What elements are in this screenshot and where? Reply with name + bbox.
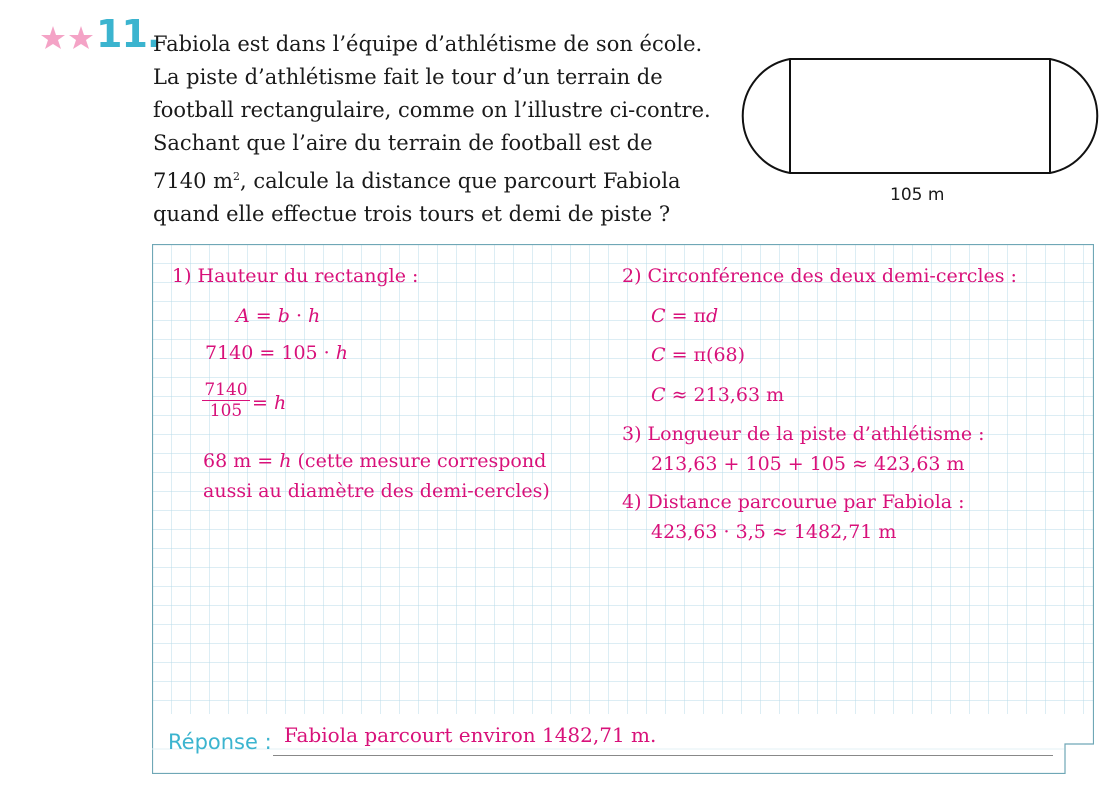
step2-substitution (651, 344, 745, 366)
var-b: b (277, 305, 290, 327)
star-icon (41, 26, 65, 49)
var-h: h (279, 450, 292, 472)
step1-result-line2: aussi au diamètre des demi-cercles) (203, 480, 550, 502)
var-d: d (706, 305, 719, 327)
step1-title: 1) Hauteur du rectangle : (172, 265, 419, 287)
step2-formula (651, 305, 718, 327)
square-exponent: 2 (233, 170, 241, 183)
dimension-label: 105 m (890, 185, 945, 205)
step1-substitution (205, 342, 348, 364)
answer-line (273, 755, 1053, 756)
step3-line: 213,63 + 105 + 105 ≈ 423,63 m (651, 453, 965, 475)
var-c: C (651, 384, 666, 406)
step3-title: 3) Longueur de la piste d’athlétisme : (622, 423, 985, 445)
track-outline (743, 59, 1098, 173)
result-prefix: 68 m = (203, 450, 280, 472)
statement-line: quand elle effectue trois tours et demi de piste ? (153, 202, 671, 226)
fraction-equals (252, 392, 286, 414)
statement-line: , calcule la distance que parcourt Fabiola (240, 169, 681, 193)
denominator: 105 (209, 401, 243, 421)
equals: = (252, 392, 274, 414)
step1-result (203, 450, 546, 472)
difficulty-stars-icon (40, 25, 98, 51)
statement-line: Fabiola est dans l’équipe d’athlétisme de son école. (153, 32, 703, 56)
exercise-number: 11. (96, 12, 161, 56)
fraction (202, 380, 250, 421)
equals: = (249, 305, 278, 327)
var-h: h (308, 305, 321, 327)
var-c: C (651, 305, 666, 327)
var-h: h (273, 392, 287, 414)
numerator: 7140 (204, 380, 248, 400)
step4-line: 423,63 · 3,5 ≈ 1482,71 m (651, 521, 897, 543)
statement-line: Sachant que l’aire du terrain de football est de (153, 131, 653, 155)
var-c: C (651, 344, 666, 366)
star-icon (69, 26, 93, 49)
answer-text: Fabiola parcourt environ 1482,71 m. (284, 723, 657, 747)
var-h: h (335, 342, 348, 364)
substitution-text: 7140 = 105 · (205, 342, 336, 364)
step2-result (651, 384, 784, 406)
result-text: ≈ 213,63 m (665, 384, 785, 406)
statement-line: 7140 m (153, 169, 234, 193)
substitution-text: = π(68) (665, 344, 746, 366)
dot: · (289, 305, 309, 327)
step1-formula (236, 305, 320, 327)
exercise-statement (153, 28, 711, 231)
result-suffix: (cette mesure correspond (291, 450, 547, 472)
statement-line: La piste d’athlétisme fait le tour d’un terrain de (153, 65, 663, 89)
statement-line: football rectangulaire, comme on l’illustre ci-contre. (153, 98, 711, 122)
step2-title: 2) Circonférence des deux demi-cercles : (622, 265, 1017, 287)
var-a: A (236, 305, 250, 327)
step4-title: 4) Distance parcourue par Fabiola : (622, 491, 965, 513)
track-diagram (730, 56, 1110, 178)
equals-pi: = π (665, 305, 707, 327)
answer-label: Réponse : (168, 730, 272, 754)
